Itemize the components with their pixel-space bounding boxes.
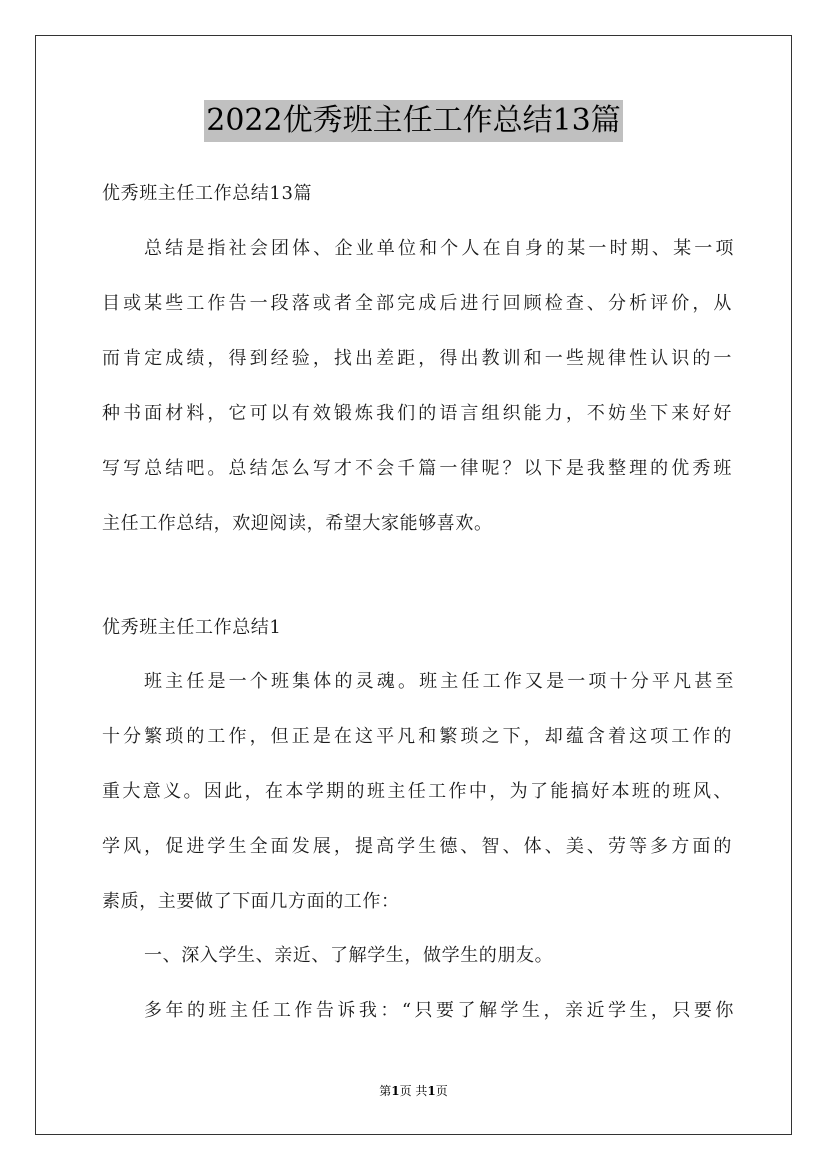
footer-total-pages: 1 bbox=[427, 1084, 436, 1098]
body-line-5: 素质，主要做了下面几方面的工作： bbox=[102, 891, 400, 912]
intro-line-1: 总结是指社会团体、企业单位和个人在自身的某一时期、某一项 bbox=[144, 238, 734, 259]
intro-line-2: 目或某些工作告一段落或者全部完成后进行回顾检查、分析评价，从 bbox=[102, 293, 732, 314]
section-heading: 优秀班主任工作总结1 bbox=[102, 617, 282, 638]
footer-mid: 页 共 bbox=[399, 1084, 428, 1098]
intro-line-5: 写写总结吧。总结怎么写才不会千篇一律呢？以下是我整理的优秀班 bbox=[102, 458, 732, 479]
document-title-text: 2022优秀班主任工作总结13篇 bbox=[204, 100, 623, 142]
intro-line-3: 而肯定成绩，得到经验，找出差距，得出教训和一些规律性认识的一 bbox=[102, 348, 732, 369]
document-title bbox=[0, 100, 827, 142]
body-line-2: 十分繁琐的工作，但正是在这平凡和繁琐之下，却蕴含着这项工作的 bbox=[102, 726, 732, 747]
page-footer bbox=[0, 1083, 827, 1099]
body-line-1: 班主任是一个班集体的灵魂。班主任工作又是一项十分平凡甚至 bbox=[144, 671, 734, 692]
intro-line-4: 种书面材料，它可以有效锻炼我们的语言组织能力，不妨坐下来好好 bbox=[102, 403, 732, 424]
footer-suffix: 页 bbox=[435, 1084, 448, 1098]
subtitle: 优秀班主任工作总结13篇 bbox=[102, 183, 313, 204]
body-line-3: 重大意义。因此，在本学期的班主任工作中，为了能搞好本班的班风、 bbox=[102, 781, 732, 802]
point-text-line: 多年的班主任工作告诉我：“只要了解学生，亲近学生，只要你 bbox=[144, 1000, 734, 1021]
footer-prefix: 第 bbox=[379, 1084, 392, 1098]
body-line-4: 学风，促进学生全面发展，提高学生德、智、体、美、劳等多方面的 bbox=[102, 836, 732, 857]
point-heading: 一、深入学生、亲近、了解学生，做学生的朋友。 bbox=[144, 945, 554, 966]
footer-page-number: 1 bbox=[391, 1084, 400, 1098]
intro-line-6: 主任工作总结，欢迎阅读，希望大家能够喜欢。 bbox=[102, 513, 493, 534]
